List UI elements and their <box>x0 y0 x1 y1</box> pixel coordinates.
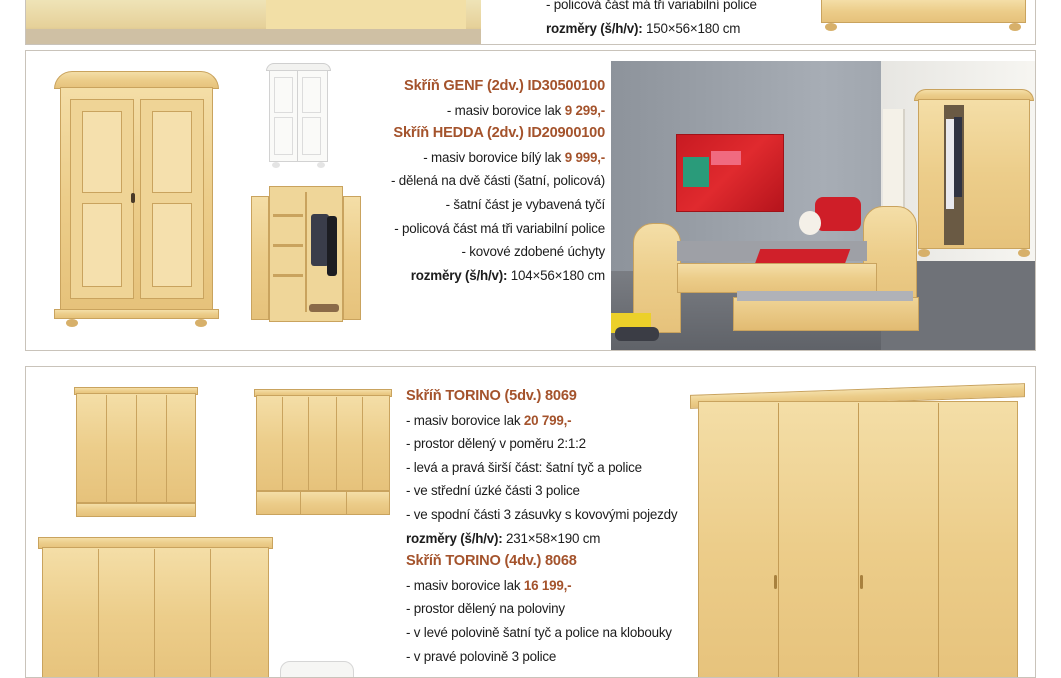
hedda-dims-label: rozměry (š/h/v): <box>410 267 508 283</box>
hedda-feature: - šatní část je vybavená tyčí <box>445 196 605 212</box>
hedda-feature: - policová část má tři variabilní police <box>394 220 605 236</box>
genf-title: Skříň GENF (2dv.) ID30500100 <box>404 78 605 94</box>
top-text <box>546 0 757 40</box>
genf-price: 9 299,- <box>564 102 605 118</box>
torino5-dims-label: rozměry (š/h/v): <box>406 530 503 546</box>
genf-wardrobe-image <box>54 71 219 331</box>
genf-hedda-panel <box>25 50 1036 351</box>
torino5-material: - masiv borovice lak <box>406 412 521 428</box>
torino5-feature: - ve spodní části 3 zásuvky s kovovými pojezdy <box>406 506 678 522</box>
hedda-price: 9 999,- <box>564 149 605 165</box>
room-wardrobe <box>914 89 1034 259</box>
torino-large-left-image <box>38 537 273 678</box>
torino-4dv-small-image <box>74 387 202 523</box>
genf-handle-icon <box>131 193 135 203</box>
torino5-material-line <box>406 409 677 433</box>
torino4-feature: - v pravé polovině 3 police <box>406 648 557 664</box>
hedda-feature: - dělená na dvě části (šatní, policová) <box>390 173 605 189</box>
top-bed-photo <box>26 0 481 45</box>
torino5-dims-value: 231×58×190 cm <box>506 530 601 546</box>
torino5-feature: - prostor dělený v poměru 2:1:2 <box>406 436 586 452</box>
hedda-dims-line <box>391 264 605 288</box>
torino4-material: - masiv borovice lak <box>406 577 521 593</box>
hedda-material-line <box>391 146 605 170</box>
white-item-image <box>280 661 354 678</box>
room-bed <box>633 201 923 336</box>
hedda-title: Skříň HEDDA (2dv.) ID20900100 <box>393 125 605 142</box>
genf-material-line <box>391 99 605 123</box>
torino5-feature: - ve střední úzké části 3 police <box>406 483 580 499</box>
red-painting <box>677 135 783 211</box>
torino5-dims-line <box>406 527 677 551</box>
torino4-title: Skříň TORINO (4dv.) 8068 <box>406 553 577 570</box>
bedroom-room-photo <box>611 61 1036 351</box>
torino-panel <box>25 366 1036 678</box>
torino5-title: Skříň TORINO (5dv.) 8069 <box>406 388 577 404</box>
top-dresser-photo <box>821 0 1026 33</box>
torino4-feature: - prostor dělený na poloviny <box>406 601 565 617</box>
hedda-dims-value: 104×56×180 cm <box>510 267 605 283</box>
torino4-material-line <box>406 574 677 598</box>
torino4-price: 16 199,- <box>523 577 572 593</box>
hedda-material: - masiv borovice bílý lak <box>423 149 562 165</box>
hedda-white-wardrobe-image <box>266 63 331 169</box>
torino5-feature: - levá a pravá širší část: šatní tyč a police <box>406 459 642 475</box>
open-wardrobe-image <box>251 186 361 326</box>
torino5-price: 20 799,- <box>523 412 572 428</box>
torino-text <box>406 385 677 668</box>
top-dims-value: 150×56×180 cm <box>646 20 741 36</box>
top-dims-label: rozměry (š/h/v): <box>546 20 643 36</box>
top-feature-line: - policová část má tři variabilní police <box>546 0 757 12</box>
genf-hedda-text <box>391 75 605 287</box>
top-dims-line <box>546 17 757 41</box>
torino-large-right-image <box>690 375 1025 678</box>
torino-5dv-small-image <box>254 389 394 525</box>
hedda-feature: - kovové zdobené úchyty <box>461 244 605 260</box>
torino4-feature: - v levé polovině šatní tyč a police na klobouky <box>406 624 672 640</box>
genf-material: - masiv borovice lak <box>446 102 562 118</box>
top-section-panel <box>25 0 1036 45</box>
